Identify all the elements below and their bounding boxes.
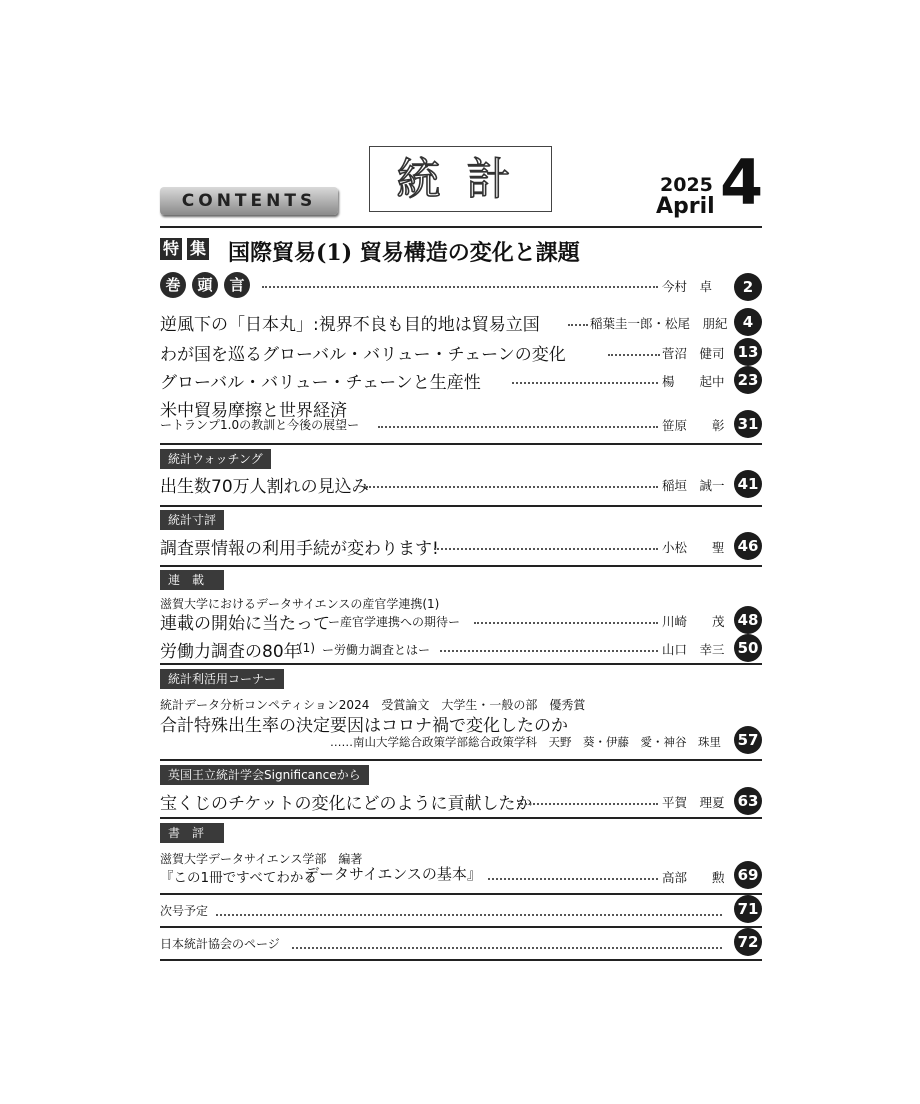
feature-title: 国際貿易(1) 貿易構造の変化と課題 (228, 240, 580, 266)
article-page-3[interactable]: 23 (734, 366, 762, 394)
watching-title[interactable]: 出生数70万人割れの見込み (160, 477, 369, 497)
contents-badge: CONTENTS (160, 187, 338, 215)
leader-dots (488, 878, 658, 880)
leader-dots (262, 286, 658, 288)
association-page[interactable]: 72 (734, 928, 762, 956)
foreword-char-2: 頭 (192, 272, 218, 298)
leader-dots (608, 354, 660, 356)
serial-1-subtitle: ー産官学連携への期待ー (328, 615, 461, 629)
serial-1-pretitle: 滋賀大学におけるデータサイエンスの産官学連携(1) (160, 597, 440, 611)
article-page-2[interactable]: 13 (734, 338, 762, 366)
corner-authors: ……南山大学総合政策学部総合政策学科 天野 葵・伊藤 愛・神谷 珠里 (330, 735, 721, 749)
section-label-significance: 英国王立統計学会Significanceから (160, 765, 369, 785)
corner-pretitle: 統計データ分析コンペティション2024 受賞論文 大学生・一般の部 優秀賞 (160, 698, 586, 712)
section-label-watching: 統計ウォッチング (160, 449, 271, 469)
section-rule (160, 926, 762, 928)
book-title-main[interactable]: データサイエンスの基本』 (304, 865, 482, 883)
leader-dots (568, 324, 588, 326)
article-page-4[interactable]: 31 (734, 410, 762, 438)
significance-page[interactable]: 63 (734, 787, 762, 815)
section-rule (160, 959, 762, 961)
article-title-2[interactable]: わが国を巡るグローバル・バリュー・チェーンの変化 (160, 345, 566, 365)
article-page-1[interactable]: 4 (734, 308, 762, 336)
serial-2-title[interactable]: 労働力調査の80年 (160, 642, 301, 662)
foreword-page[interactable]: 2 (734, 273, 762, 301)
article-author-3: 楊 起中 (662, 374, 725, 389)
article-author-4: 笹原 彰 (662, 418, 725, 433)
significance-title[interactable]: 宝くじのチケットの変化にどのように貢献したか (160, 794, 533, 814)
leader-dots (518, 803, 658, 805)
article-title-3[interactable]: グローバル・バリュー・チェーンと生産性 (160, 373, 481, 393)
book-page[interactable]: 69 (734, 861, 762, 889)
leader-dots (434, 548, 658, 550)
serial-2-number: (1) (298, 641, 315, 655)
serial-1-title[interactable]: 連載の開始に当たって (160, 614, 330, 634)
book-pretitle: 滋賀大学データサイエンス学部 編著 (160, 852, 363, 866)
section-rule (160, 759, 762, 761)
section-rule (160, 505, 762, 507)
section-rule (160, 565, 762, 567)
book-author: 高部 勲 (662, 870, 725, 885)
association-label[interactable]: 日本統計協会のページ (160, 937, 280, 951)
section-rule (160, 663, 762, 665)
serial-1-page[interactable]: 48 (734, 606, 762, 634)
feature-tag-2: 集 (187, 238, 209, 260)
feature-tag-1: 特 (160, 238, 182, 260)
review-page[interactable]: 46 (734, 532, 762, 560)
article-subtitle-4: ートランプ1.0の教訓と今後の展望ー (160, 418, 360, 432)
significance-author: 平賀 理夏 (662, 795, 725, 810)
section-label-book: 書 評 (160, 823, 224, 843)
serial-1-author: 川崎 茂 (662, 614, 725, 629)
section-rule (160, 443, 762, 445)
corner-page[interactable]: 57 (734, 726, 762, 754)
watching-author: 稲垣 誠一 (662, 478, 725, 493)
article-title-1[interactable]: 逆風下の「日本丸」:視界不良も目的地は貿易立国 (160, 315, 540, 335)
leader-dots (366, 486, 658, 488)
foreword-author: 今村 卓 (662, 279, 713, 294)
next-issue-label[interactable]: 次号予定 (160, 904, 209, 918)
leader-dots (474, 622, 658, 624)
article-author-1: 稲葉圭一郎・松尾 朋紀 (590, 316, 728, 331)
watching-page[interactable]: 41 (734, 470, 762, 498)
leader-dots (216, 914, 722, 916)
leader-dots (292, 947, 722, 949)
section-rule (160, 893, 762, 895)
serial-2-author: 山口 幸三 (662, 642, 725, 657)
leader-dots (378, 426, 658, 428)
article-author-2: 菅沼 健司 (662, 346, 725, 361)
foreword-char-1: 巻 (160, 272, 186, 298)
section-label-serial: 連 載 (160, 570, 224, 590)
article-title-4[interactable]: 米中貿易摩擦と世界経済 (160, 401, 347, 421)
leader-dots (440, 650, 658, 652)
issue-month: April (656, 194, 715, 219)
issue-number: 4 (720, 146, 764, 219)
review-title[interactable]: 調査票情報の利用手続が変わります! (160, 539, 439, 559)
section-label-review: 統計寸評 (160, 510, 224, 530)
section-label-corner: 統計利活用コーナー (160, 669, 284, 689)
corner-title[interactable]: 合計特殊出生率の決定要因はコロナ禍で変化したのか (160, 716, 568, 736)
magazine-title: 統計 (369, 146, 552, 212)
issue-year: 2025 (660, 174, 713, 196)
serial-2-subtitle: ー労働力調査とはー (322, 643, 431, 657)
header-rule (160, 226, 762, 228)
next-issue-page[interactable]: 71 (734, 895, 762, 923)
serial-2-page[interactable]: 50 (734, 634, 762, 662)
book-title-prefix[interactable]: 『この1冊ですべてわかる (160, 870, 317, 886)
foreword-char-3: 言 (224, 272, 250, 298)
section-rule (160, 817, 762, 819)
review-author: 小松 聖 (662, 540, 725, 555)
leader-dots (512, 382, 658, 384)
